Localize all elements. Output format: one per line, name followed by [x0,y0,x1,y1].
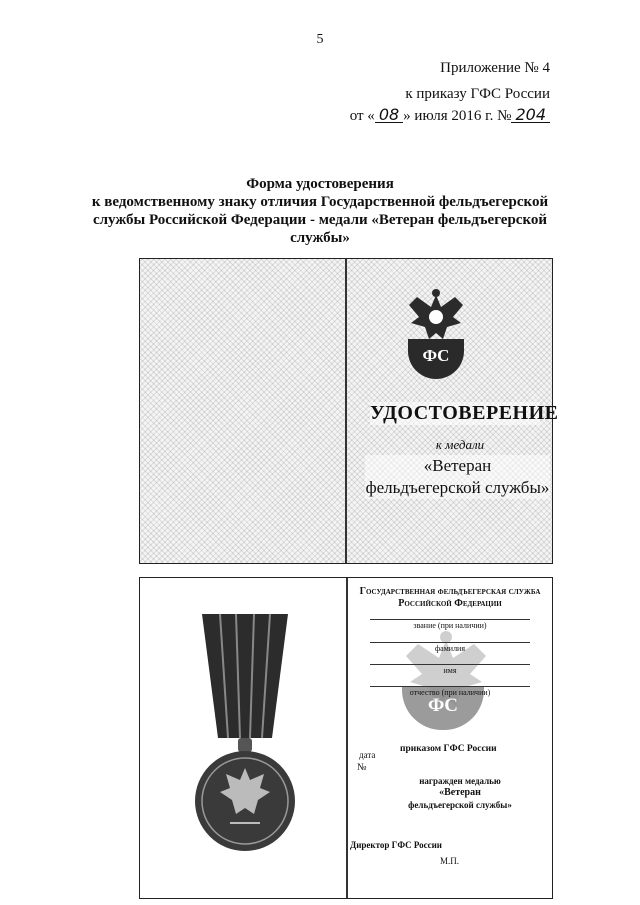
annex-number-handwritten: 204 [511,107,550,123]
document-title [70,175,570,247]
title-line-1: Форма удостоверения [246,176,394,192]
date-label: дата [359,750,376,760]
cover-spine-divider [345,259,347,563]
rank-caption: звание (при наличии) [413,621,487,630]
cover-subtitle: к медали [435,437,485,452]
cover-heading: УДОСТОВЕРЕНИЕ [370,402,559,424]
cover-fs-badge: ФС [408,339,464,379]
order-label: приказом ГФС России [400,744,497,754]
rank-line [370,619,530,620]
annex-label: Приложение № 4 [440,60,550,76]
inside-spine-divider [346,578,348,898]
name-caption: имя [443,666,457,675]
director-label: Директор ГФС России [350,840,442,850]
cover-medal-line-2: фельдъегерской службы» [365,478,550,497]
cover-medal-line-1: «Ветеран [423,456,492,475]
annex-date-middle: » июля 2016 г. № [403,108,512,124]
number-label: № [357,762,367,773]
patronymic-caption: отчество (при наличии) [409,688,491,697]
award-text [370,775,550,811]
title-line-2: к ведомственному знаку отличия Государственной фельдъегерской [91,194,549,210]
certificate-cover [139,258,559,564]
page-number: 5 [316,32,324,47]
medal-image [180,608,310,873]
stamp-label: М.П. [440,856,460,866]
award-line-2: «Ветеран [439,787,481,798]
name-line [370,664,530,665]
organization-name [350,586,550,610]
surname-line [370,642,530,643]
surname-caption: фамилия [434,644,466,653]
inside-fs-badge: ФС [402,686,484,730]
title-line-4: службы» [290,230,350,246]
org-line-1: Государственная фельдъегерская служба [359,586,541,597]
annex-order-ref: к приказу ГФС России [405,86,550,102]
annex-date-prefix: от « [349,108,375,124]
award-line-1: награжден медалью [419,776,501,786]
annex-date-line [350,107,550,125]
award-line-3: фельдъегерской службы» [408,800,512,810]
title-line-3: службы Российской Федерации - медали «Ветеран фельдъегерской [92,212,548,228]
certificate-inside [139,577,553,899]
org-line-2: Российской Федерации [398,598,502,609]
annex-day-handwritten: 08 [375,107,403,123]
cover-medal-name [365,455,550,499]
patronymic-line [370,686,530,687]
